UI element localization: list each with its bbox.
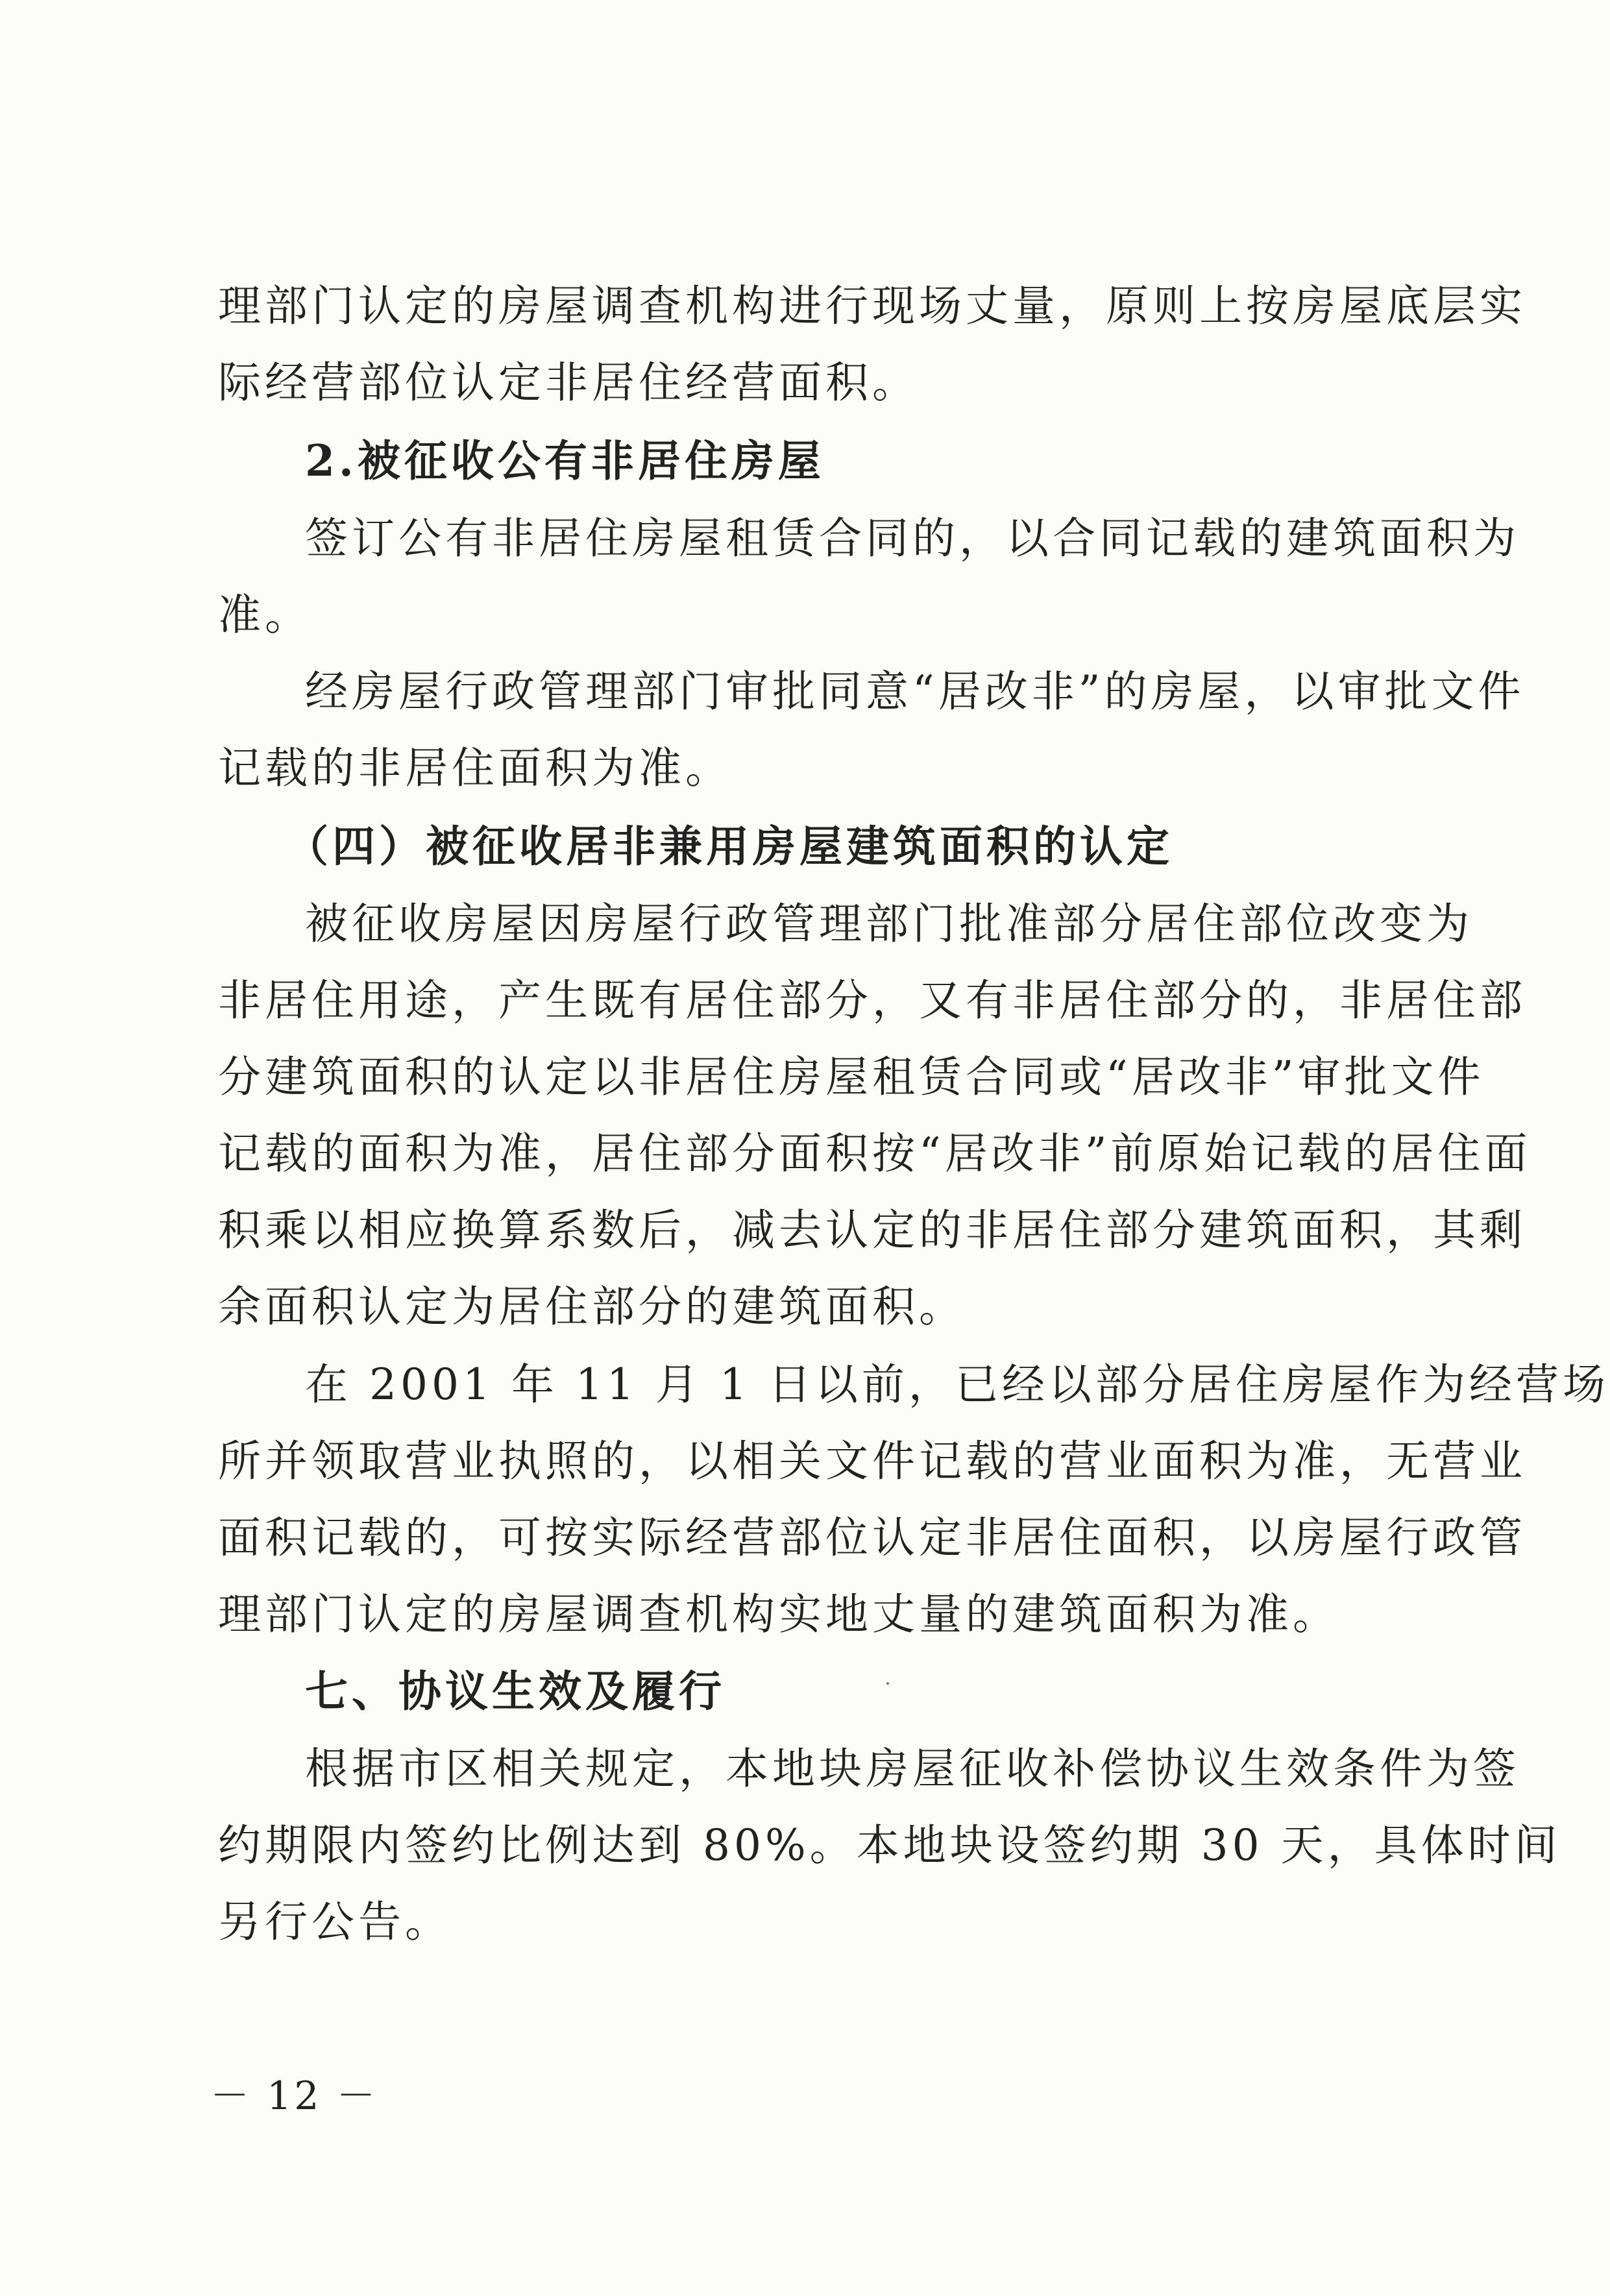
page-number: － 12 － [210, 2073, 378, 2119]
paragraph-line: 分建筑面积的认定以非居住房屋租赁合同或“居改非”审批文件 [218, 1052, 1485, 1102]
paragraph-line: 签订公有非居住房屋租赁合同的，以合同记载的建筑面积为 [305, 513, 1520, 563]
paragraph-line: 面积记载的，可按实际经营部位认定非居住面积，以房屋行政管 [218, 1513, 1526, 1563]
paragraph-line: 余面积认定为居住部分的建筑面积。 [218, 1282, 966, 1332]
section-heading: 2.被征收公有非居住房屋 [305, 435, 825, 486]
paragraph-line: 经房屋行政管理部门审批同意“居改非”的房屋，以审批文件 [305, 666, 1525, 716]
paragraph-line: 理部门认定的房屋调查机构进行现场丈量，原则上按房屋底层实 [218, 281, 1526, 331]
paragraph-line: 记载的非居住面积为准。 [218, 743, 732, 793]
paragraph-line: 记载的面积为准，居住部分面积按“居改非”前原始记载的居住面 [218, 1129, 1531, 1179]
paragraph-line: 准。 [218, 590, 311, 640]
paragraph-line: 约期限内签约比例达到 80%。本地块设签约期 30 天，具体时间 [218, 1820, 1561, 1870]
paragraph-line: 际经营部位认定非居住经营面积。 [218, 358, 919, 408]
section-heading: （四）被征收居非兼用房屋建筑面积的认定 [286, 821, 1173, 872]
paragraph-line: 所并领取营业执照的，以相关文件记载的营业面积为准，无营业 [218, 1436, 1526, 1486]
paragraph-line: 在 2001 年 11 月 1 日以前，已经以部分居住房屋作为经营场 [305, 1360, 1609, 1410]
paragraph-line: 非居住用途，产生既有居住部分，又有非居住部分的，非居住部 [218, 975, 1526, 1025]
section-heading: 七、协议生效及履行 [305, 1666, 726, 1716]
paragraph-line: 积乘以相应换算系数后，减去认定的非居住部分建筑面积，其剩 [218, 1205, 1526, 1255]
paragraph-line: 另行公告。 [218, 1897, 452, 1947]
scan-speck [886, 1682, 889, 1685]
paragraph-line: 理部门认定的房屋调查机构实地丈量的建筑面积为准。 [218, 1589, 1339, 1639]
paragraph-line: 根据市区相关规定，本地块房屋征收补偿协议生效条件为签 [305, 1744, 1520, 1794]
paragraph-line: 被征收房屋因房屋行政管理部门批准部分居住部位改变为 [305, 899, 1473, 949]
